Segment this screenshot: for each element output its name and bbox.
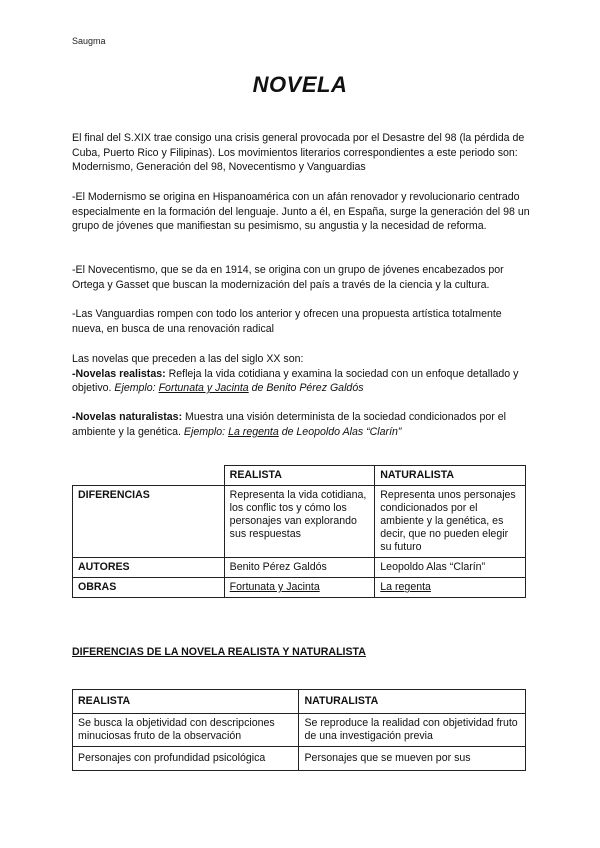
table-empty-cell (73, 466, 225, 486)
naturalistas-example-work: La regenta (228, 425, 279, 438)
cell-diferencias-naturalista: Representa unos personajes condicionados por el ambiente y la genética, es decir, que no pueden elegir su futuro (375, 486, 526, 558)
naturalistas-example-author: de Leopoldo Alas “Clarín” (278, 425, 402, 438)
comparison-table (72, 465, 526, 598)
cell-diferencias-realista: Representa la vida cotidiana, los conflic tos y cómo los personajes van explorando sus respuestas (224, 486, 375, 558)
table2-header-realista: REALISTA (73, 690, 299, 714)
paragraph-vanguardias: -Las Vanguardias rompen con todo los anterior y ofrecen una propuesta artística totalmente nueva, en busca de una renovación radical (72, 308, 502, 335)
table-row (73, 747, 526, 771)
cell-obras-realista: Fortunata y Jacinta (224, 578, 375, 598)
vanguardias-paragraph (72, 307, 532, 336)
paragraph-intro: El final del S.XIX trae consigo una crisis general provocada por el Desastre del 98 (la pérdida de Cuba, Puerto Rico y Filipinas). Los movimientos literarios correspondientes a este periodo son: Modernismo, Generación del 98, Novecentismo y Vanguardias (72, 132, 525, 174)
paragraph-modernismo: -El Modernismo se origina en Hispanoamérica con un afán renovador y revolucionario centrado especialmente en la formación del lenguaje. Junto a él, en España, surge la generación del 98 un grupo de jóvenes que manifiestan su pesimismo, su angustia y la necesidad de reforma. (72, 191, 530, 233)
realistas-example-author: de Benito Pérez Galdós (248, 382, 364, 395)
table-header-row (73, 690, 526, 714)
realistas-text: Refleja la vida cotidiana y examina la sociedad con un enfoque detallado y objetivo. (72, 367, 519, 395)
cell-autores-realista: Benito Pérez Galdós (224, 558, 375, 578)
table-row (73, 714, 526, 747)
naturalistas-paragraph (72, 410, 532, 439)
table2-cell-realista: Personajes con profundidad psicológica (73, 747, 299, 771)
naturalistas-example-prefix: Ejemplo: (183, 425, 229, 438)
naturalistas-text: Muestra una visión determinista de la sociedad condicionados por el ambiente y la genética. (72, 411, 506, 438)
realistas-example-work: Fortunata y Jacinta (158, 382, 249, 395)
novelas-intro: Las novelas que preceden a las del siglo XX son: (72, 353, 304, 365)
row-label-autores: AUTORES (73, 558, 225, 578)
modernismo-paragraph (72, 190, 532, 234)
table-header-naturalista: NATURALISTA (375, 466, 526, 486)
novecentismo-paragraph (72, 263, 532, 292)
row-label-obras: OBRAS (73, 578, 225, 598)
table-row (73, 558, 526, 578)
novelas-section (72, 352, 532, 396)
intro-paragraph (72, 131, 532, 175)
section-heading: DIFERENCIAS DE LA NOVELA REALISTA Y NATURALISTA (72, 646, 366, 658)
realistas-example-prefix: Ejemplo: (114, 382, 159, 395)
table2-cell-realista: Se busca la objetividad con descripciones minuciosas fruto de la observación (73, 714, 299, 747)
header-label: Saugma (72, 36, 106, 46)
table-header-realista: REALISTA (224, 466, 375, 486)
cell-obras-naturalista: La regenta (375, 578, 526, 598)
table-header-row (73, 466, 526, 486)
table2-cell-naturalista: Se reproduce la realidad con objetividad fruto de una investigación previa (299, 714, 526, 747)
table2-cell-naturalista: Personajes que se mueven por sus (299, 747, 526, 771)
row-label-diferencias: DIFERENCIAS (73, 486, 225, 558)
table-row (73, 486, 526, 558)
paragraph-novecentismo: -El Novecentismo, que se da en 1914, se origina con un grupo de jóvenes encabezados por Ortega y Gasset que buscan la modernización del país a través de la ciencia y la cultura. (72, 264, 504, 291)
naturalistas-label: -Novelas naturalistas: (72, 411, 183, 423)
cell-autores-naturalista: Leopoldo Alas “Clarín” (375, 558, 526, 578)
table2-header-naturalista: NATURALISTA (299, 690, 526, 714)
table-row (73, 578, 526, 598)
naturalistas-section (72, 410, 532, 439)
differences-table (72, 689, 526, 771)
page-title: NOVELA (252, 72, 348, 97)
realistas-label: -Novelas realistas: (72, 367, 166, 380)
realistas-paragraph (72, 367, 532, 396)
